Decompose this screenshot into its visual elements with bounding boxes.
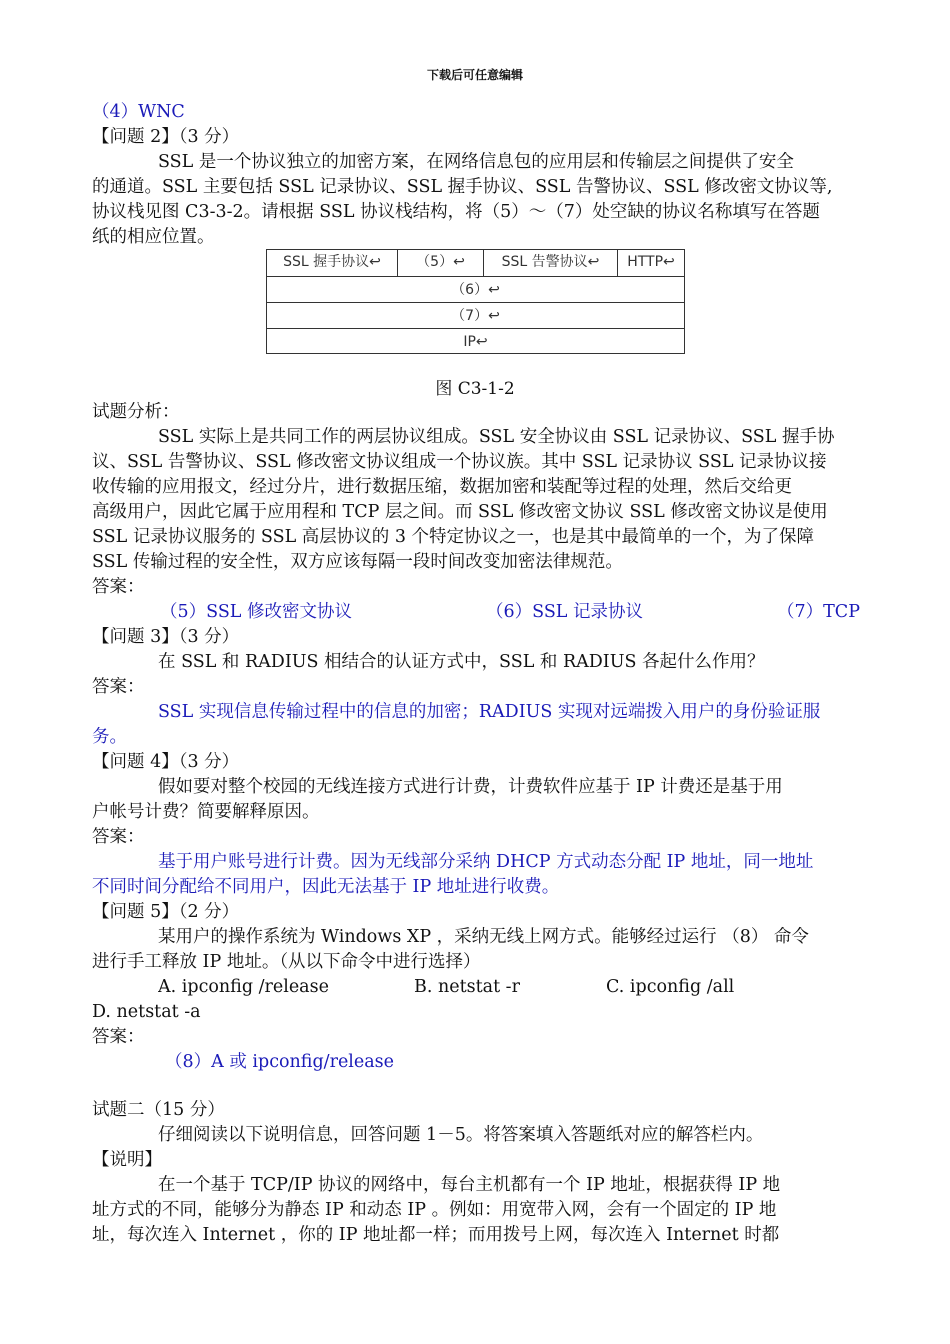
stack-cell-blank-5: （5）↩: [398, 250, 484, 276]
paragraph-line: 的通道。SSL 主要包括 SSL 记录协议、SSL 握手协议、SSL 告警协议、SSL 修改密文协议等,: [92, 177, 833, 197]
paragraph-line: 在一个基于 TCP/IP 协议的网络中，每台主机都有一个 IP 地址，根据获得 IP 地: [158, 1175, 781, 1195]
stack-row-blank-7: （7）↩: [451, 308, 500, 324]
paragraph-line: SSL 是一个协议独立的加密方案，在网络信息包的应用层和传输层之间提供了安全: [158, 152, 794, 172]
option-d: D. netstat -a: [92, 1002, 201, 1022]
paragraph-line: 户帐号计费？简要解释原因。: [92, 802, 320, 822]
paragraph-line: SSL 记录协议服务的 SSL 高层协议的 3 个特定协议之一，也是其中最简单的一个，为了保障: [92, 527, 815, 547]
answer-6: （6）SSL 记录协议: [486, 602, 643, 622]
answer-4-line: 基于用户账号进行计费。因为无线部分采纳 DHCP 方式动态分配 IP 地址，同一地址: [158, 852, 814, 872]
question-5-title: 【问题 5】（2 分）: [92, 902, 240, 922]
option-a: A. ipconfig /release: [158, 977, 329, 997]
stack-row-blank-6: （6）↩: [451, 282, 500, 298]
stack-cell-http: HTTP↩: [627, 254, 675, 270]
paragraph-line: 进行手工释放 IP 地址。（从以下命令中进行选择）: [92, 952, 481, 972]
question-4-title: 【问题 4】（3 分）: [92, 752, 240, 772]
option-b: B. netstat -r: [414, 977, 520, 997]
paragraph-line: 收传输的应用报文，经过分片，进行数据压缩，数据加密和装配等过程的处理，然后交给更: [92, 477, 792, 497]
paragraph-line: 纸的相应位置。: [92, 227, 215, 247]
paragraph-line: SSL 传输过程的安全性，双方应该每隔一段时间改变加密法律规范。: [92, 552, 623, 572]
answer-label: 答案：: [92, 1027, 145, 1047]
option-c: C. ipconfig /all: [606, 977, 735, 997]
question-2-title: 【问题 2】（3 分）: [92, 127, 240, 147]
paragraph-line: 址方式的不同，能够分为静态 IP 和动态 IP 。例如：用宽带入网，会有一个固定的 IP 地: [92, 1200, 777, 1220]
analysis-title: 试题分析：: [92, 402, 180, 422]
paragraph-line: 假如要对整个校园的无线连接方式进行计费，计费软件应基于 IP 计费还是基于用: [158, 777, 783, 797]
options-row: [158, 975, 862, 999]
paragraph-line: 址，每次连入 Internet ，你的 IP 地址都一样；而用拨号上网，每次连入 Internet 时都: [92, 1225, 780, 1245]
answer-label: 答案：: [92, 577, 145, 597]
answer-8: （8）A 或 ipconfig/release: [165, 1052, 395, 1072]
paragraph-line: 协议栈见图 C3-3-2。请根据 SSL 协议栈结构，将（5）～（7）处空缺的协议名称填写在答题: [92, 202, 820, 222]
paragraph-line: 仔细阅读以下说明信息，回答问题 1－5。将答案填入答题纸对应的解答栏内。: [158, 1125, 764, 1145]
stack-cell-ssl-handshake: SSL 握手协议↩: [267, 250, 398, 276]
page-header: 下载后可任意编辑: [426, 68, 523, 82]
answer-label: 答案：: [92, 677, 145, 697]
answers-5-7-row: [160, 600, 860, 624]
answer-3-line: 务。: [92, 727, 127, 747]
answer-5: （5）SSL 修改密文协议: [160, 602, 352, 622]
paragraph-line: 高级用户，因此它属于应用程和 TCP 层之间。而 SSL 修改密文协议 SSL 修改密文协议是使用: [92, 502, 828, 522]
ssl-protocol-stack-figure: [266, 249, 685, 354]
section-2-title: 试题二（15 分）: [92, 1100, 225, 1120]
stack-cell-ssl-alert: SSL 告警协议↩: [484, 250, 618, 276]
answer-4: （4）WNC: [92, 102, 185, 122]
figure-caption: 图 C3-1-2: [435, 379, 515, 399]
answer-4-line: 不同时间分配给不同用户，因此无法基于 IP 地址进行收费。: [92, 877, 560, 897]
answer-label: 答案：: [92, 827, 145, 847]
question-3-title: 【问题 3】（3 分）: [92, 627, 240, 647]
paragraph-line: 某用户的操作系统为 Windows XP ，采纳无线上网方式。能够经过运行 （8） 命令: [158, 927, 809, 947]
paragraph-line: 议、SSL 告警协议、SSL 修改密文协议组成一个协议族。其中 SSL 记录协议 SSL 记录协议接: [92, 452, 827, 472]
stack-row-ip: IP↩: [463, 334, 488, 350]
answer-3-line: SSL 实现信息传输过程中的信息的加密；RADIUS 实现对远端拨入用户的身份验证服: [158, 702, 821, 722]
paragraph-line: 在 SSL 和 RADIUS 相结合的认证方式中，SSL 和 RADIUS 各起什么作用？: [158, 652, 765, 672]
paragraph-line: SSL 实际上是共同工作的两层协议组成。SSL 安全协议由 SSL 记录协议、SSL 握手协: [158, 427, 835, 447]
answer-7: （7）TCP: [777, 602, 860, 622]
explanation-title: 【说明】: [92, 1150, 162, 1170]
